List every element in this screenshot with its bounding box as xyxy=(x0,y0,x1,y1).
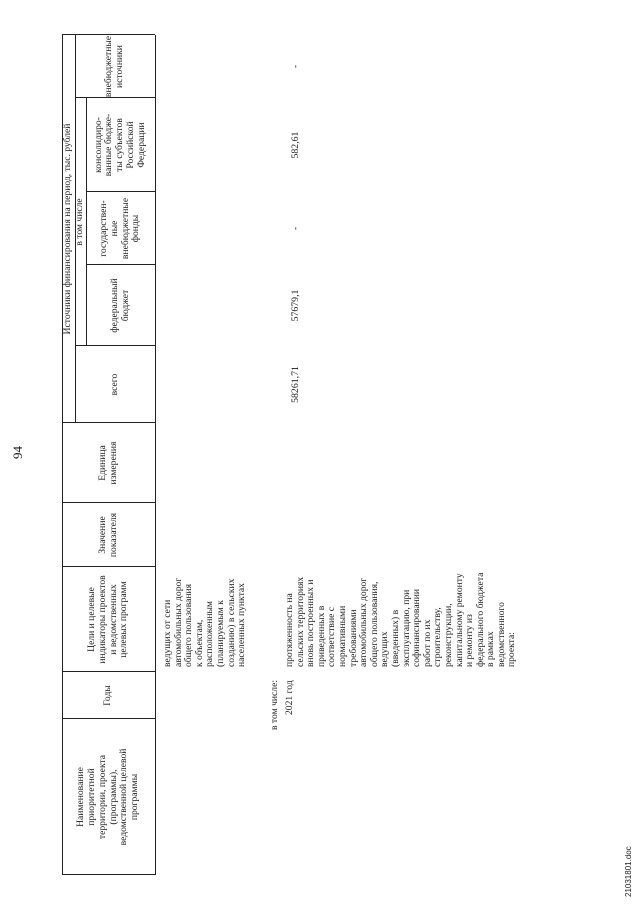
page-number: 94 xyxy=(10,446,25,459)
header-total: всего xyxy=(108,373,120,396)
header-unit: Единица измерения xyxy=(96,441,119,485)
row-2021-extrabudgetary: - xyxy=(290,64,301,69)
row-2021-total: 58261,71 xyxy=(290,366,301,403)
header-indicator-value: Значение показателя xyxy=(96,512,119,558)
header-name: Наименование приоритетной территории, проекта (программы), ведомственной целевой программы xyxy=(75,748,140,846)
header-federal: федеральный бюджет xyxy=(108,278,131,333)
header-consolidated: консолидиро- ванные бюдже- ты субъектов Российской Федерации xyxy=(92,113,147,177)
header-extrabudgetary: внебюджетные источники xyxy=(103,35,125,98)
including-label: в том числе: xyxy=(269,679,280,730)
row-2021-state-funds: - xyxy=(290,226,301,231)
footer-filename: 21031801.doc xyxy=(624,846,633,897)
header-years: Годы xyxy=(102,685,114,706)
header-funding-sources: Источники финансирования на период, тыс. рублей xyxy=(62,123,74,335)
header-state-funds: государствен- ные внебюджетные фонды xyxy=(98,197,142,260)
continuation-text: ведущих от сети автомобильных дорог общего пользования к объектам, расположенным (планируемым к созданию) в сельских населенных пунктах xyxy=(162,577,248,667)
header-bottom-border xyxy=(155,35,156,875)
row-2021-year: 2021 год xyxy=(284,680,295,715)
row-2021-goal: протяженность на сельских территориях вновь построенных и приведенных в соответствие с нормативными требованиями автомобильных дорог общего пользования, ведущих (введенных) в эксплуатацию, при софинансировании работ по их строительству, реконструкции, капитальному ремонту и ремонту из федерального бюджета в рамках ведомственного проекта: xyxy=(284,572,518,667)
header-goals: Цели и целевые индикаторы проектов и ведомственных целевых программ xyxy=(86,575,130,664)
header-including: в том числе xyxy=(74,198,86,246)
row-2021-federal: 57679,1 xyxy=(290,289,301,322)
row-2021-consolidated: 582,61 xyxy=(290,131,301,159)
